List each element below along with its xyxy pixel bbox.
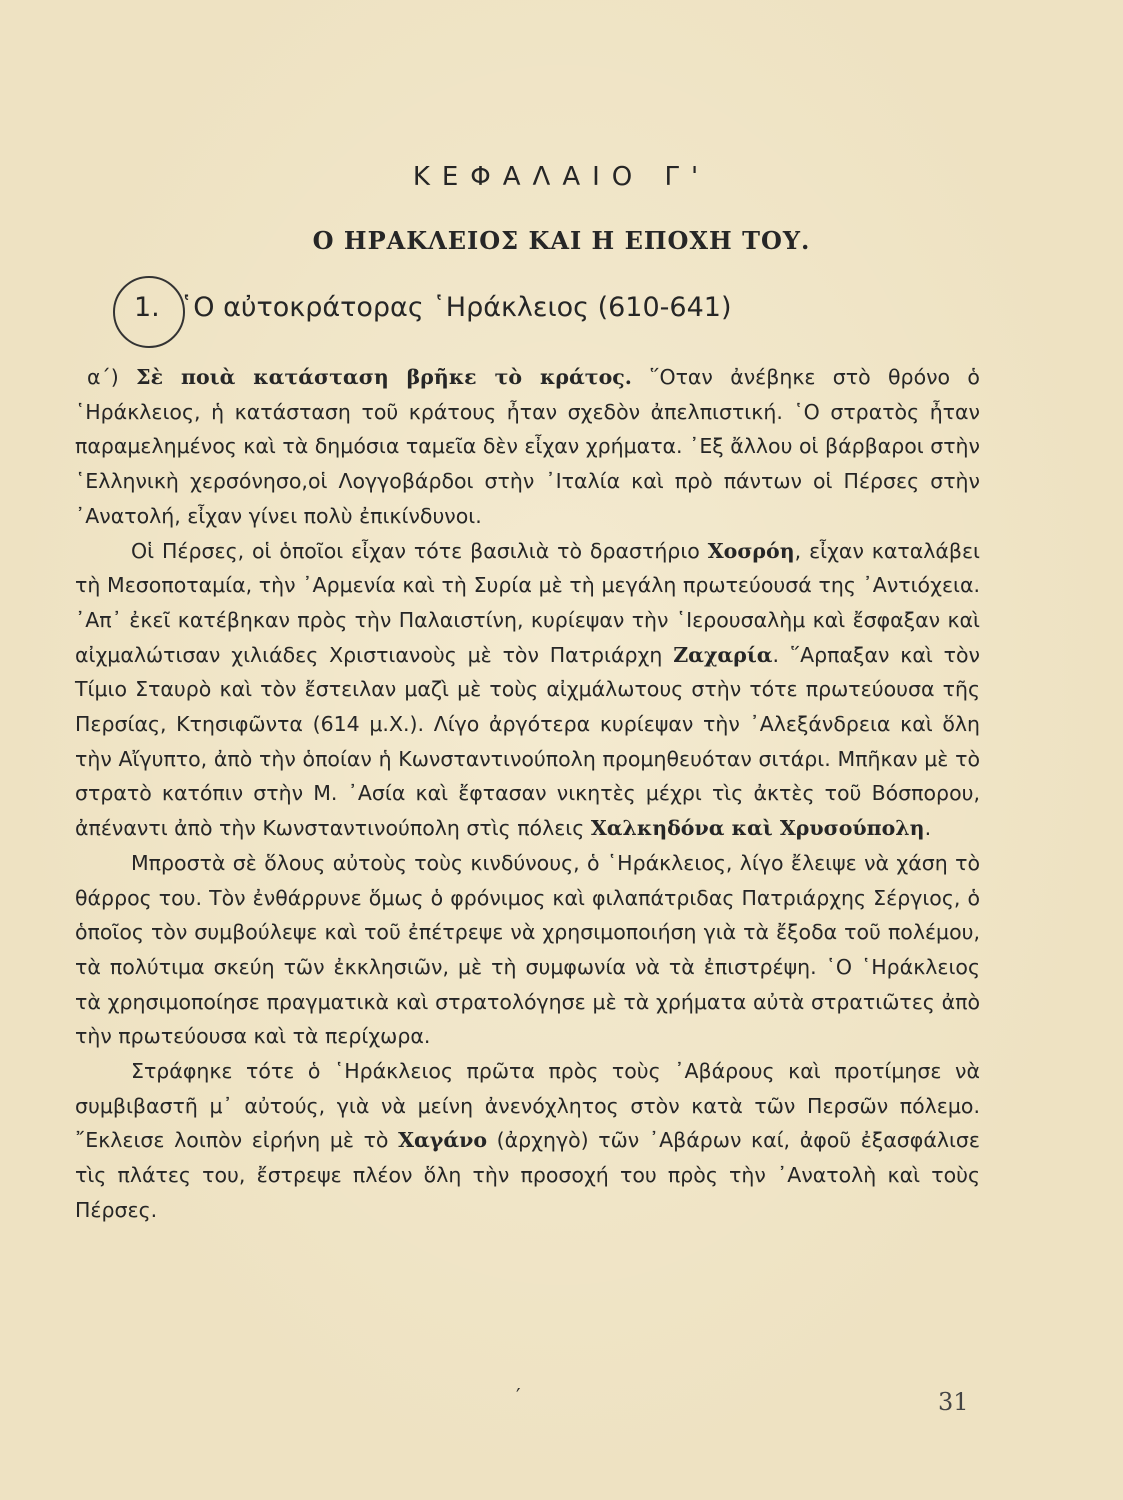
paragraph-2-text-4: . bbox=[924, 816, 932, 841]
paragraph-1-heading: Σὲ ποιὰ κατάσταση βρῆκε τὸ κράτος. bbox=[136, 365, 632, 389]
chapter-title: Ο ΗΡΑΚΛΕΙΟΣ ΚΑΙ Η ΕΠΟΧΗ ΤΟΥ. bbox=[312, 226, 811, 255]
paragraph-4 bbox=[75, 1054, 980, 1228]
body-text bbox=[75, 360, 980, 1228]
paragraph-1 bbox=[75, 360, 980, 534]
page-number: 31 bbox=[938, 1388, 969, 1416]
paragraph-2-bold-cities: Χαλκηδόνα καὶ Χρυσούπολη bbox=[590, 816, 925, 841]
stray-mark: ′ bbox=[516, 1384, 521, 1408]
section-number: 1. bbox=[134, 292, 160, 323]
paragraph-3: Μπροστὰ σὲ ὅλους αὐτοὺς τοὺς κινδύνους, ὁ ῾Ηράκλειος, λίγο ἔλειψε νὰ χάση τὸ θάρρος του. Τὸν ἐνθάρρυνε ὅμως ὁ φρόνιμος καὶ φιλαπάτριδας Πατριάρχης Σέργιος, ὁ ὁποῖος τὸν συμβούλεψε καὶ τοῦ ἐπέτρεψε νὰ χρησιμοποιήση γιὰ τὰ ἔξοδα τοῦ πολέμου, τὰ πολύτιμα σκεύη τῶν ἐκκλησιῶν, μὲ τὴ συμφωνία νὰ τὰ ἐπιστρέψη. ῾Ο ῾Ηράκλειος τὰ χρησιμοποίησε πραγματικὰ καὶ στρατολόγησε μὲ τὰ χρήματα αὐτὰ στρατιῶτες ἀπὸ τὴν πρωτεύουσα καὶ τὰ περίχωρα. bbox=[75, 850, 980, 1049]
paragraph-2-text-2: , εἶχαν καταλάβει τὴ Μεσοποταμία, τὴν ᾽Αρμενία καὶ τὴ Συρία μὲ τὴ μεγάλη πρωτεύουσά της ᾽Αντιόχεια. ᾽Απ᾽ ἐκεῖ κατέβηκαν πρὸς τὴν Παλαιστίνη, κυρίεψαν τὴν ῾Ιερουσαλὴμ καὶ ἔσφαξαν καὶ αἰχμαλώτισαν χιλιάδες Χριστιανοὺς μὲ τὸν Πατριάρχη bbox=[75, 538, 980, 667]
paragraph-1-text: ῞Οταν ἀνέβηκε στὸ θρόνο ὁ ῾Ηράκλειος, ἡ κατάσταση τοῦ κράτους ἦταν σχεδὸν ἀπελπιστική. ῾Ο στρατὸς ἦταν παραμελημένος καὶ τὰ δημόσια ταμεῖα δὲν εἶχαν χρήματα. ᾽Εξ ἄλλου οἱ βάρβαροι στὴν ῾Ελληνικὴ χερσόνησο,οἱ Λογγοβάρδοι στὴν ᾽Ιταλία καὶ πρὸ πάντων οἱ Πέρσες στὴν ᾽Ανατολή, εἶχαν γίνει πολὺ ἐπικίνδυνοι. bbox=[75, 365, 980, 528]
paragraph-2-bold-zacharias: Ζαχαρία bbox=[673, 642, 773, 667]
paragraph-2 bbox=[75, 534, 980, 846]
paragraph-2-bold-chosroes: Χοσρόη bbox=[707, 538, 795, 563]
section-heading bbox=[134, 292, 731, 323]
chapter-label: ΚΕΦΑΛΑΙΟ Γ' bbox=[412, 162, 711, 192]
paragraph-4-text-2: (ἀρχηγὸ) τῶν ᾽Αβάρων καί, ἀφοῦ ἐξασφάλισε τὶς πλάτες του, ἔστρεψε πλέον ὅλη τὴν προσοχή του πρὸς τὴν ᾽Ανατολὴ καὶ τοὺς Πέρσες. bbox=[75, 1128, 980, 1222]
paragraph-2-text-1: Οἱ Πέρσες, οἱ ὁποῖοι εἶχαν τότε βασιλιὰ τὸ δραστήριο bbox=[131, 538, 700, 563]
paragraph-4-bold-khagan: Χαγάνο bbox=[398, 1128, 487, 1153]
section-title: ῾Ο αὐτοκράτορας ῾Ηράκλειος (610-641) bbox=[179, 292, 732, 323]
paragraph-1-prefix: α΄) bbox=[87, 365, 119, 389]
paragraph-2-text-3: . ῞Αρπαξαν καὶ τὸν Τίμιο Σταυρὸ καὶ τὸν ἔστειλαν μαζὶ μὲ τοὺς αἰχμάλωτους στὴν τότε πρωτεύουσα τῆς Περσίας, Κτησιφῶντα (614 μ.Χ.). Λίγο ἀργότερα κυρίεψαν τὴν ᾽Αλεξάνδρεια καὶ ὅλη τὴν Αἴγυπτο, ἀπὸ τὴν ὁποίαν ἡ Κωνσταντινούπολη προμηθευόταν σιτάρι. Μπῆκαν μὲ τὸ στρατὸ κατόπιν στὴν Μ. ᾽Ασία καὶ ἔφτασαν νικητὲς μέχρι τὶς ἀκτὲς τοῦ Βόσπορου, ἀπέναντι ἀπὸ τὴν Κωνσταντινούπολη στὶς πόλεις bbox=[75, 642, 980, 841]
paragraph-4-text-1: Στράφηκε τότε ὁ ῾Ηράκλειος πρῶτα πρὸς τοὺς ᾽Αβάρους καὶ προτίμησε νὰ συμβιβαστῆ μ᾽ αὐτούς, γιὰ νὰ μείνη ἀνενόχλητος στὸν κατὰ τῶν Περσῶν πόλεμο. ῎Εκλεισε λοιπὸν εἰρήνη μὲ τὸ bbox=[75, 1059, 980, 1153]
